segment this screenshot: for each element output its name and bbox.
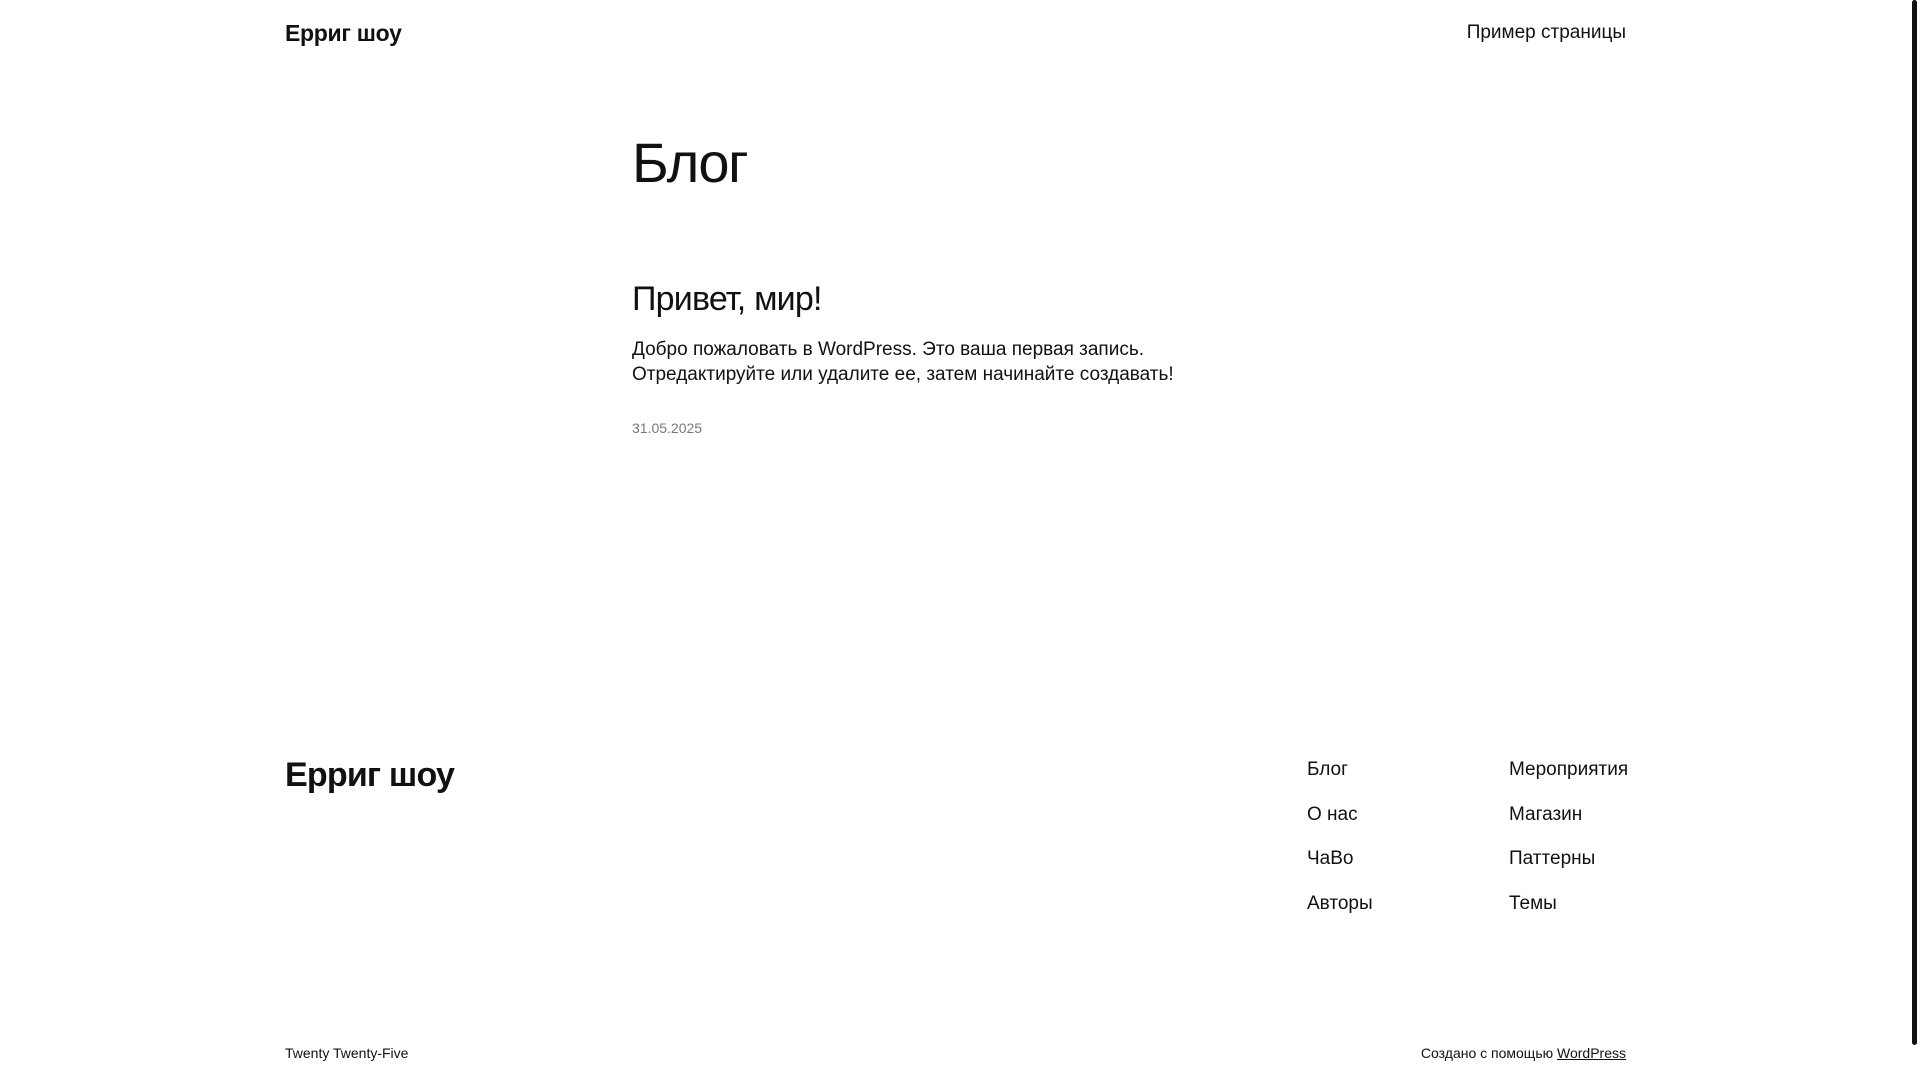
footer-link-blog[interactable]: Блог (1307, 759, 1349, 780)
footer-link-themes[interactable]: Темы (1509, 892, 1557, 914)
theme-credit: Twenty Twenty-Five (285, 1045, 409, 1061)
footer-link-shop[interactable]: Магазин (1509, 803, 1583, 825)
footer-nav-column-2 (1509, 758, 1628, 936)
post-title (632, 280, 822, 319)
post-title-link[interactable]: Привет, мир! (632, 280, 822, 318)
post-excerpt: Добро пожаловать в WordPress. Это ваша первая запись. Отредактируйте или удалите ее, затем начинайте создавать! (632, 339, 1174, 385)
footer-link-patterns[interactable]: Паттерны (1509, 848, 1596, 869)
powered-by (1421, 1045, 1626, 1061)
wordpress-link[interactable]: WordPress (1557, 1045, 1626, 1061)
footer-link-faq[interactable]: ЧаВо (1307, 848, 1354, 869)
page-title: Блог (632, 131, 747, 194)
footer-link-authors[interactable]: Авторы (1307, 892, 1373, 914)
powered-by-text: Создано с помощью (1420, 1045, 1554, 1061)
footer-link-about[interactable]: О нас (1307, 803, 1358, 825)
scrollbar-thumb[interactable] (1912, 0, 1917, 1045)
site-title-link[interactable]: Ерриг шоу (285, 20, 402, 46)
footer-link-events[interactable]: Мероприятия (1509, 759, 1629, 780)
scrollbar[interactable] (1910, 0, 1920, 1080)
footer-site-title[interactable]: Ерриг шоу (285, 756, 455, 794)
post-date[interactable]: 31.05.2025 (632, 420, 703, 436)
nav-item-sample-page[interactable]: Пример страницы (1466, 22, 1626, 43)
footer-nav-column-1 (1307, 758, 1373, 936)
